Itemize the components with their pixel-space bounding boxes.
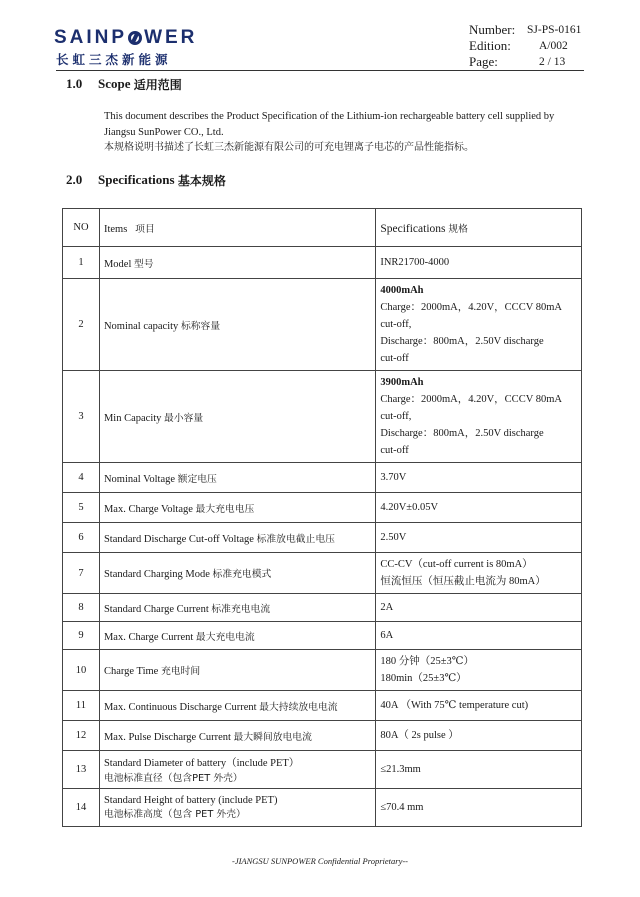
page-value: 2 / 13 — [539, 56, 566, 68]
item-label-en: Standard Discharge Cut-off Voltage — [103, 533, 254, 545]
spec-line: ≤21.3mm — [380, 764, 421, 775]
table-row — [63, 247, 582, 279]
spec-line: 恒流恒压（恒压截止电流为 80mA） — [380, 576, 546, 587]
row-number: 12 — [63, 721, 100, 751]
item-label-en: Min Capacity — [103, 412, 162, 424]
spec-line: 6A — [380, 630, 394, 641]
item-label-zh: 电池标准高度（包含 PET 外壳） — [103, 809, 246, 820]
item-label-zh: 充电时间 — [160, 666, 201, 677]
row-spec — [376, 247, 582, 279]
row-spec — [376, 789, 582, 827]
row-spec — [376, 371, 582, 463]
item-label-zh: 电池标准直径（包含PET 外壳） — [103, 773, 243, 784]
table-row — [63, 594, 582, 622]
row-spec — [376, 691, 582, 721]
item-label-zh: 标准放电截止电压 — [256, 533, 335, 545]
spec-line: CC-CV（cut-off current is 80mA） — [380, 559, 533, 570]
table-row — [63, 553, 582, 594]
table-row — [63, 371, 582, 463]
row-number: 14 — [63, 789, 100, 827]
item-label-en: Max. Continuous Discharge Current — [103, 701, 257, 713]
row-number: 5 — [63, 493, 100, 523]
company-logo — [54, 28, 197, 68]
spec-line: cut-off, — [380, 411, 412, 422]
table-row — [63, 789, 582, 827]
specifications-table — [62, 208, 582, 827]
item-label-zh: 最大持续放电电流 — [259, 701, 338, 713]
spec-line: 2.50V — [380, 532, 407, 543]
row-item — [99, 789, 375, 827]
item-label-en: Standard Diameter of battery（include PET） — [103, 758, 300, 769]
item-label-en: Standard Height of battery (include PET) — [103, 795, 278, 806]
item-label-zh: 标准充电电流 — [211, 603, 271, 615]
row-item — [99, 463, 375, 493]
item-label-en: Max. Pulse Discharge Current — [103, 731, 231, 743]
spec-line: 180min（25±3℃） — [380, 673, 467, 684]
item-label-en: Standard Charging Mode — [103, 569, 210, 580]
spec-line: 80A（ 2s pulse ） — [380, 730, 459, 741]
row-number: 6 — [63, 523, 100, 553]
row-number: 7 — [63, 553, 100, 594]
item-label-en: Nominal Voltage — [103, 473, 176, 485]
spec-capacity-value: 3900mAh — [380, 377, 424, 388]
logo-subtitle: 长虹三杰新能源 — [56, 52, 172, 67]
logo-power-icon — [128, 31, 142, 45]
spec-capacity-value: 4000mAh — [380, 285, 424, 296]
item-label-zh: 最大瞬间放电电流 — [233, 731, 312, 743]
spec-line: 40A （With 75℃ temperature cut) — [380, 700, 529, 711]
footer-confidential: -JIANGSU SUNPOWER Confidential Proprietary-- — [231, 856, 409, 866]
row-item — [99, 594, 375, 622]
table-row — [63, 622, 582, 650]
item-label-zh: 最大充电电压 — [195, 503, 255, 515]
row-item — [99, 247, 375, 279]
table-header-row — [63, 209, 582, 247]
row-spec — [376, 493, 582, 523]
spec-line: cut-off, — [380, 319, 412, 330]
row-item — [99, 650, 375, 691]
item-label-en: Max. Charge Current — [103, 631, 194, 643]
row-number: 11 — [63, 691, 100, 721]
spec-line: cut-off — [380, 353, 409, 364]
row-spec — [376, 553, 582, 594]
spec-line: Discharge：800mA，2.50V discharge — [380, 336, 544, 347]
row-item — [99, 721, 375, 751]
table-row — [63, 721, 582, 751]
spec-line: INR21700-4000 — [380, 257, 450, 268]
row-item — [99, 691, 375, 721]
item-label-en: Max. Charge Voltage — [103, 503, 193, 515]
section-specifications-heading: 2.0 Specifications 基本规格 — [66, 172, 226, 188]
row-item — [99, 553, 375, 594]
row-item — [99, 279, 375, 371]
number-label: Number: — [469, 22, 516, 37]
header-items: Items 项目 — [99, 209, 375, 247]
logo-wordmark: SAINP WER — [54, 27, 198, 48]
row-number: 10 — [63, 650, 100, 691]
item-label-en: Model — [103, 258, 132, 270]
row-spec — [376, 279, 582, 371]
item-label-zh: 额定电压 — [177, 473, 217, 485]
row-spec — [376, 594, 582, 622]
row-spec — [376, 622, 582, 650]
row-number: 1 — [63, 247, 100, 279]
row-spec — [376, 650, 582, 691]
spec-line: ≤70.4 mm — [380, 802, 424, 813]
scope-paragraph — [104, 109, 584, 156]
header-divider — [56, 70, 584, 71]
table-row — [63, 650, 582, 691]
spec-line: 180 分钟（25±3℃） — [380, 656, 474, 667]
row-item — [99, 523, 375, 553]
spec-line: 2A — [380, 602, 394, 613]
table-row — [63, 279, 582, 371]
item-label-en: Nominal capacity — [103, 320, 179, 332]
row-number: 9 — [63, 622, 100, 650]
item-label-zh: 标称容量 — [180, 320, 221, 332]
document-info — [469, 22, 581, 70]
row-number: 3 — [63, 371, 100, 463]
row-spec — [376, 721, 582, 751]
item-label-zh: 型号 — [134, 258, 154, 270]
spec-line: Charge：2000mA，4.20V，CCCV 80mA — [380, 302, 562, 313]
row-number: 13 — [63, 751, 100, 789]
page-label: Page: — [469, 54, 498, 69]
row-item — [99, 751, 375, 789]
scope-text-zh: 本规格说明书描述了长虹三杰新能源有限公司的可充电锂离子电芯的产品性能指标。 — [104, 142, 474, 153]
spec-line: Charge：2000mA，4.20V，CCCV 80mA — [380, 394, 562, 405]
item-label-zh: 最小容量 — [164, 412, 204, 424]
table-row — [63, 523, 582, 553]
row-number: 8 — [63, 594, 100, 622]
row-item — [99, 371, 375, 463]
edition-label: Edition: — [469, 38, 511, 53]
header-specifications: Specifications 规格 — [376, 209, 582, 247]
row-spec — [376, 751, 582, 789]
spec-line: 4.20V±0.05V — [380, 502, 439, 513]
item-label-zh: 最大充电电流 — [195, 631, 255, 643]
spec-line: cut-off — [380, 445, 409, 456]
spec-line: 3.70V — [380, 472, 407, 483]
spec-line: Discharge：800mA，2.50V discharge — [380, 428, 544, 439]
row-spec — [376, 523, 582, 553]
item-label-zh: 标准充电模式 — [212, 569, 272, 580]
table-row — [63, 493, 582, 523]
table-row — [63, 463, 582, 493]
row-number: 2 — [63, 279, 100, 371]
row-number: 4 — [63, 463, 100, 493]
number-value: SJ-PS-0161 — [527, 24, 582, 36]
header-no: NO — [63, 209, 100, 247]
item-label-en: Standard Charge Current — [103, 603, 209, 615]
table-row — [63, 751, 582, 789]
item-label-en: Charge Time — [103, 666, 159, 677]
table-row — [63, 691, 582, 721]
row-spec — [376, 463, 582, 493]
row-item — [99, 622, 375, 650]
edition-value: A/002 — [539, 40, 568, 52]
row-item — [99, 493, 375, 523]
section-scope-heading: 1.0 Scope 适用范围 — [66, 76, 182, 92]
scope-text-en: This document describes the Product Specification of the Lithium-ion rechargeable battery cell supplied by Jiangsu SunPower CO., Ltd. — [104, 111, 555, 138]
